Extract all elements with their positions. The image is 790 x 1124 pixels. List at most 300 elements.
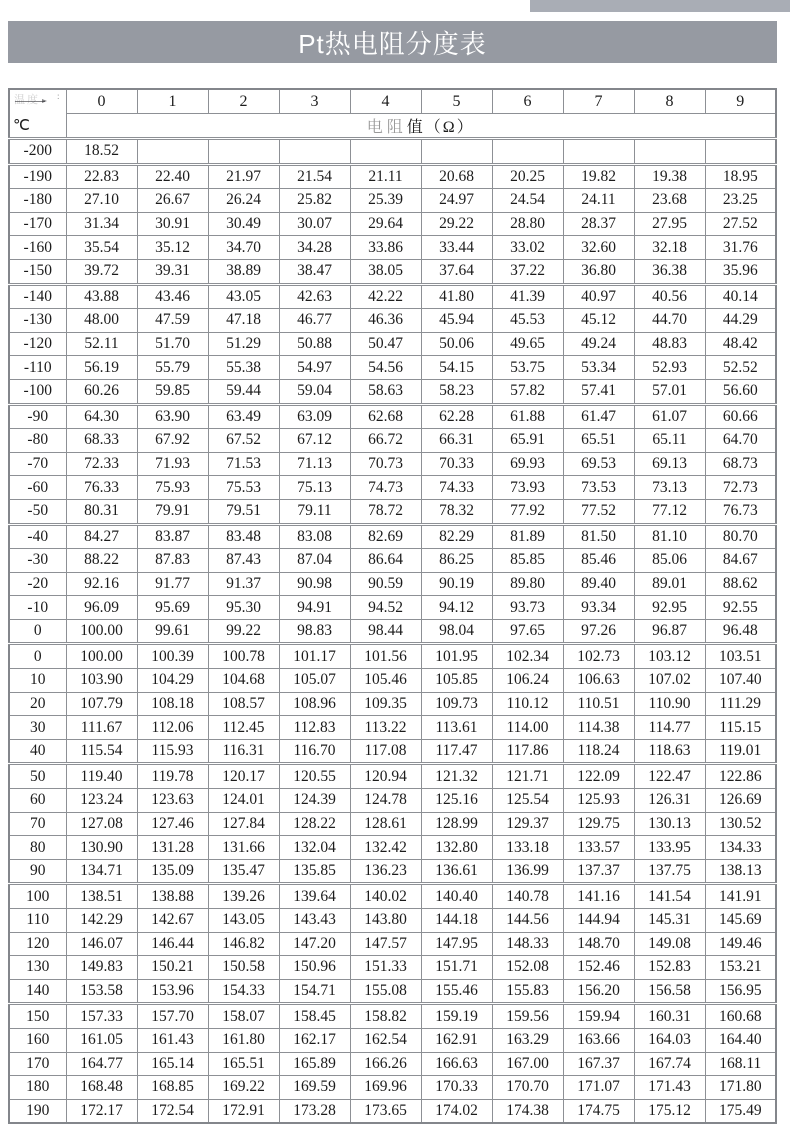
resistance-cell: 73.93 [492, 476, 563, 500]
resistance-cell: 58.23 [421, 379, 492, 404]
table-row [9, 789, 776, 813]
resistance-cell: 101.95 [421, 644, 492, 669]
resistance-cell: 136.23 [350, 859, 421, 884]
resistance-cell: 175.49 [705, 1099, 776, 1123]
resistance-cell: 161.80 [208, 1028, 279, 1052]
resistance-cell: 103.51 [705, 644, 776, 669]
resistance-cell: 21.54 [279, 164, 350, 189]
resistance-cell: 174.38 [492, 1099, 563, 1123]
temperature-cell: 170 [9, 1052, 66, 1076]
resistance-cell: 90.98 [279, 572, 350, 596]
table-row [9, 236, 776, 260]
resistance-cell: 141.16 [563, 884, 634, 909]
resistance-cell: 62.28 [421, 404, 492, 429]
resistance-cell: 109.35 [350, 692, 421, 716]
resistance-cell: 26.24 [208, 189, 279, 213]
resistance-cell: 87.04 [279, 549, 350, 573]
resistance-cell: 96.87 [634, 619, 705, 644]
resistance-cell: 63.49 [208, 404, 279, 429]
resistance-cell: 110.90 [634, 692, 705, 716]
table-row [9, 572, 776, 596]
celsius-unit-label: ℃ [13, 118, 30, 134]
page-title: Pt热电阻分度表 [298, 28, 487, 59]
resistance-cell: 29.22 [421, 212, 492, 236]
top-partial-gray-strip [530, 0, 790, 12]
resistance-cell: 132.04 [279, 836, 350, 860]
table-row [9, 979, 776, 1004]
resistance-cell: 24.11 [563, 189, 634, 213]
resistance-cell: 59.44 [208, 379, 279, 404]
resistance-cell: 75.13 [279, 476, 350, 500]
resistance-cell: 97.65 [492, 619, 563, 644]
resistance-cell: 68.73 [705, 452, 776, 476]
resistance-cell: 139.26 [208, 884, 279, 909]
table-row [9, 549, 776, 573]
resistance-cell: 119.01 [705, 739, 776, 764]
resistance-cell: 146.44 [137, 932, 208, 956]
resistance-cell: 126.69 [705, 789, 776, 813]
resistance-cell: 56.19 [66, 356, 137, 380]
resistance-cell: 81.50 [563, 524, 634, 549]
table-row [9, 1052, 776, 1076]
resistance-cell: 119.40 [66, 764, 137, 789]
resistance-cell: 127.84 [208, 812, 279, 836]
temperature-cell: -80 [9, 429, 66, 453]
resistance-cell: 38.05 [350, 259, 421, 284]
temperature-cell: 160 [9, 1028, 66, 1052]
resistance-cell: 69.13 [634, 452, 705, 476]
resistance-cell: 169.22 [208, 1076, 279, 1100]
resistance-cell [492, 139, 563, 165]
temperature-cell: 120 [9, 932, 66, 956]
resistance-cell [208, 139, 279, 165]
resistance-cell: 57.82 [492, 379, 563, 404]
resistance-cell: 94.91 [279, 596, 350, 620]
resistance-cell: 35.96 [705, 259, 776, 284]
resistance-cell: 105.85 [421, 669, 492, 693]
resistance-cell: 102.34 [492, 644, 563, 669]
resistance-table-body [9, 139, 776, 1124]
resistance-cell: 60.26 [66, 379, 137, 404]
temperature-cell: 110 [9, 909, 66, 933]
resistance-cell: 51.70 [137, 332, 208, 356]
table-row [9, 596, 776, 620]
resistance-cell: 170.33 [421, 1076, 492, 1100]
resistance-cell: 158.45 [279, 1004, 350, 1029]
resistance-cell: 71.93 [137, 452, 208, 476]
resistance-cell: 107.02 [634, 669, 705, 693]
resistance-cell: 22.40 [137, 164, 208, 189]
temperature-cell: 70 [9, 812, 66, 836]
temperature-cell: -40 [9, 524, 66, 549]
resistance-cell: 174.75 [563, 1099, 634, 1123]
resistance-cell: 163.66 [563, 1028, 634, 1052]
table-row [9, 332, 776, 356]
resistance-cell: 168.85 [137, 1076, 208, 1100]
resistance-cell: 45.53 [492, 309, 563, 333]
resistance-cell: 25.39 [350, 189, 421, 213]
resistance-cell: 121.32 [421, 764, 492, 789]
resistance-cell: 24.54 [492, 189, 563, 213]
resistance-cell: 72.73 [705, 476, 776, 500]
resistance-cell: 38.47 [279, 259, 350, 284]
resistance-cell: 162.54 [350, 1028, 421, 1052]
table-row [9, 499, 776, 524]
resistance-cell: 45.94 [421, 309, 492, 333]
resistance-cell: 149.83 [66, 956, 137, 980]
resistance-cell: 133.95 [634, 836, 705, 860]
resistance-cell: 154.71 [279, 979, 350, 1004]
temperature-cell: 0 [9, 619, 66, 644]
resistance-cell: 175.12 [634, 1099, 705, 1123]
resistance-cell: 138.51 [66, 884, 137, 909]
resistance-cell: 172.17 [66, 1099, 137, 1123]
resistance-cell: 39.72 [66, 259, 137, 284]
resistance-cell: 148.70 [563, 932, 634, 956]
resistance-cell: 121.71 [492, 764, 563, 789]
resistance-cell: 80.70 [705, 524, 776, 549]
resistance-cell: 108.96 [279, 692, 350, 716]
resistance-cell: 160.31 [634, 1004, 705, 1029]
temperature-cell: 180 [9, 1076, 66, 1100]
temperature-cell: -100 [9, 379, 66, 404]
column-header-cell: 7 [563, 89, 634, 114]
resistance-cell: 37.64 [421, 259, 492, 284]
resistance-cell: 53.34 [563, 356, 634, 380]
value-header-row [9, 114, 776, 139]
resistance-cell: 169.96 [350, 1076, 421, 1100]
resistance-cell: 133.57 [563, 836, 634, 860]
resistance-cell: 22.83 [66, 164, 137, 189]
resistance-cell: 86.25 [421, 549, 492, 573]
resistance-cell: 119.78 [137, 764, 208, 789]
resistance-cell: 157.33 [66, 1004, 137, 1029]
resistance-cell: 89.40 [563, 572, 634, 596]
resistance-cell: 95.69 [137, 596, 208, 620]
resistance-cell: 145.69 [705, 909, 776, 933]
resistance-cell: 107.79 [66, 692, 137, 716]
table-row [9, 739, 776, 764]
resistance-cell: 169.59 [279, 1076, 350, 1100]
table-row [9, 259, 776, 284]
resistance-cell: 124.39 [279, 789, 350, 813]
resistance-cell: 140.40 [421, 884, 492, 909]
resistance-cell [421, 139, 492, 165]
resistance-cell: 26.67 [137, 189, 208, 213]
resistance-cell: 113.22 [350, 716, 421, 740]
resistance-cell: 80.31 [66, 499, 137, 524]
table-row [9, 379, 776, 404]
resistance-cell: 33.44 [421, 236, 492, 260]
resistance-cell: 32.18 [634, 236, 705, 260]
table-row [9, 836, 776, 860]
resistance-cell: 57.01 [634, 379, 705, 404]
resistance-cell: 89.01 [634, 572, 705, 596]
resistance-cell: 87.83 [137, 549, 208, 573]
resistance-cell: 92.16 [66, 572, 137, 596]
resistance-cell: 47.59 [137, 309, 208, 333]
resistance-cell: 106.24 [492, 669, 563, 693]
resistance-cell: 21.97 [208, 164, 279, 189]
resistance-cell: 42.22 [350, 284, 421, 309]
resistance-cell: 135.09 [137, 859, 208, 884]
resistance-cell: 74.73 [350, 476, 421, 500]
resistance-cell: 171.43 [634, 1076, 705, 1100]
resistance-cell: 69.53 [563, 452, 634, 476]
resistance-cell: 150.21 [137, 956, 208, 980]
resistance-cell: 158.82 [350, 1004, 421, 1029]
resistance-cell: 171.07 [563, 1076, 634, 1100]
resistance-cell: 50.06 [421, 332, 492, 356]
resistance-cell: 98.44 [350, 619, 421, 644]
resistance-cell: 130.90 [66, 836, 137, 860]
resistance-cell: 60.66 [705, 404, 776, 429]
resistance-cell: 19.38 [634, 164, 705, 189]
resistance-cell: 147.20 [279, 932, 350, 956]
resistance-cell: 162.91 [421, 1028, 492, 1052]
resistance-cell [634, 139, 705, 165]
resistance-cell: 71.53 [208, 452, 279, 476]
resistance-cell: 98.04 [421, 619, 492, 644]
resistance-cell: 77.12 [634, 499, 705, 524]
resistance-cell: 78.72 [350, 499, 421, 524]
table-row [9, 669, 776, 693]
resistance-cell: 36.38 [634, 259, 705, 284]
resistance-cell: 151.33 [350, 956, 421, 980]
resistance-cell: 125.54 [492, 789, 563, 813]
column-header-cell: 8 [634, 89, 705, 114]
resistance-cell: 78.32 [421, 499, 492, 524]
resistance-cell: 65.91 [492, 429, 563, 453]
resistance-cell: 153.21 [705, 956, 776, 980]
resistance-cell: 67.12 [279, 429, 350, 453]
resistance-cell: 46.36 [350, 309, 421, 333]
resistance-cell: 141.54 [634, 884, 705, 909]
resistance-cell: 40.14 [705, 284, 776, 309]
resistance-cell [350, 139, 421, 165]
resistance-cell: 156.95 [705, 979, 776, 1004]
table-row [9, 644, 776, 669]
resistance-cell: 31.34 [66, 212, 137, 236]
resistance-cell: 19.82 [563, 164, 634, 189]
resistance-cell: 118.24 [563, 739, 634, 764]
resistance-cell: 93.73 [492, 596, 563, 620]
resistance-cell: 99.22 [208, 619, 279, 644]
resistance-cell: 82.29 [421, 524, 492, 549]
temperature-cell: 10 [9, 669, 66, 693]
resistance-cell: 95.30 [208, 596, 279, 620]
resistance-cell: 23.68 [634, 189, 705, 213]
resistance-cell: 135.85 [279, 859, 350, 884]
resistance-cell: 171.80 [705, 1076, 776, 1100]
resistance-cell: 79.51 [208, 499, 279, 524]
resistance-cell: 61.47 [563, 404, 634, 429]
resistance-cell: 81.89 [492, 524, 563, 549]
temperature-cell: 80 [9, 836, 66, 860]
resistance-cell [705, 139, 776, 165]
resistance-cell: 128.22 [279, 812, 350, 836]
resistance-cell: 50.88 [279, 332, 350, 356]
temperature-cell: 90 [9, 859, 66, 884]
resistance-cell: 166.26 [350, 1052, 421, 1076]
resistance-cell: 39.31 [137, 259, 208, 284]
resistance-cell: 125.93 [563, 789, 634, 813]
resistance-cell: 153.58 [66, 979, 137, 1004]
resistance-cell: 100.39 [137, 644, 208, 669]
resistance-cell: 98.83 [279, 619, 350, 644]
resistance-cell: 155.08 [350, 979, 421, 1004]
resistance-cell: 125.16 [421, 789, 492, 813]
resistance-cell [137, 139, 208, 165]
resistance-cell: 172.91 [208, 1099, 279, 1123]
resistance-cell: 102.73 [563, 644, 634, 669]
resistance-cell: 75.53 [208, 476, 279, 500]
table-row [9, 1076, 776, 1100]
table-row [9, 309, 776, 333]
resistance-cell: 127.08 [66, 812, 137, 836]
column-header-cell: 1 [137, 89, 208, 114]
resistance-cell: 100.78 [208, 644, 279, 669]
table-row [9, 1028, 776, 1052]
resistance-cell: 97.26 [563, 619, 634, 644]
resistance-cell: 129.75 [563, 812, 634, 836]
table-row [9, 189, 776, 213]
resistance-cell: 170.70 [492, 1076, 563, 1100]
resistance-cell: 30.49 [208, 212, 279, 236]
resistance-cell: 150.96 [279, 956, 350, 980]
tick-mark: : [56, 91, 60, 101]
value-header-faded-part: 电阻 [366, 119, 407, 136]
resistance-cell: 136.61 [421, 859, 492, 884]
resistance-cell: 113.61 [421, 716, 492, 740]
resistance-cell: 85.06 [634, 549, 705, 573]
resistance-cell: 40.56 [634, 284, 705, 309]
resistance-cell: 110.51 [563, 692, 634, 716]
resistance-cell: 55.38 [208, 356, 279, 380]
resistance-cell: 131.28 [137, 836, 208, 860]
table-row [9, 284, 776, 309]
resistance-cell: 115.93 [137, 739, 208, 764]
resistance-cell: 131.66 [208, 836, 279, 860]
resistance-cell: 120.17 [208, 764, 279, 789]
resistance-cell: 96.09 [66, 596, 137, 620]
temperature-cell: -150 [9, 259, 66, 284]
temperature-cell: 140 [9, 979, 66, 1004]
resistance-cell: 117.47 [421, 739, 492, 764]
resistance-cell: 164.03 [634, 1028, 705, 1052]
resistance-cell: 43.05 [208, 284, 279, 309]
column-header-cell: 9 [705, 89, 776, 114]
resistance-cell: 138.13 [705, 859, 776, 884]
resistance-cell: 88.22 [66, 549, 137, 573]
resistance-cell: 66.31 [421, 429, 492, 453]
column-header-cell: 2 [208, 89, 279, 114]
resistance-cell: 103.12 [634, 644, 705, 669]
resistance-cell: 82.69 [350, 524, 421, 549]
resistance-cell: 54.56 [350, 356, 421, 380]
temperature-cell: -30 [9, 549, 66, 573]
resistance-cell: 45.12 [563, 309, 634, 333]
resistance-cell: 90.59 [350, 572, 421, 596]
resistance-cell: 155.46 [421, 979, 492, 1004]
resistance-cell: 79.91 [137, 499, 208, 524]
resistance-cell: 66.72 [350, 429, 421, 453]
resistance-cell: 93.34 [563, 596, 634, 620]
temperature-cell: 130 [9, 956, 66, 980]
resistance-cell: 147.95 [421, 932, 492, 956]
resistance-cell: 69.93 [492, 452, 563, 476]
table-row [9, 619, 776, 644]
temperature-cell: -200 [9, 139, 66, 165]
resistance-cell: 70.73 [350, 452, 421, 476]
resistance-cell: 61.88 [492, 404, 563, 429]
resistance-cell: 53.75 [492, 356, 563, 380]
resistance-cell: 24.97 [421, 189, 492, 213]
resistance-cell: 137.37 [563, 859, 634, 884]
resistance-cell: 140.78 [492, 884, 563, 909]
resistance-cell: 117.86 [492, 739, 563, 764]
resistance-cell: 143.43 [279, 909, 350, 933]
resistance-cell: 172.54 [137, 1099, 208, 1123]
resistance-cell: 130.13 [634, 812, 705, 836]
resistance-cell: 44.29 [705, 309, 776, 333]
resistance-cell: 86.64 [350, 549, 421, 573]
resistance-cell: 112.83 [279, 716, 350, 740]
resistance-cell: 65.11 [634, 429, 705, 453]
temperature-cell: 60 [9, 789, 66, 813]
resistance-cell: 21.11 [350, 164, 421, 189]
value-header-cell [66, 114, 776, 139]
resistance-cell: 38.89 [208, 259, 279, 284]
resistance-cell: 20.68 [421, 164, 492, 189]
resistance-cell: 149.46 [705, 932, 776, 956]
table-row [9, 1004, 776, 1029]
resistance-cell: 63.90 [137, 404, 208, 429]
temperature-cell: 100 [9, 884, 66, 909]
resistance-cell: 114.00 [492, 716, 563, 740]
resistance-cell: 44.70 [634, 309, 705, 333]
resistance-cell: 90.19 [421, 572, 492, 596]
resistance-cell: 112.45 [208, 716, 279, 740]
table-row [9, 884, 776, 909]
resistance-cell: 167.74 [634, 1052, 705, 1076]
resistance-cell: 88.62 [705, 572, 776, 596]
resistance-cell: 85.46 [563, 549, 634, 573]
resistance-cell: 124.78 [350, 789, 421, 813]
resistance-cell: 28.37 [563, 212, 634, 236]
resistance-cell: 143.80 [350, 909, 421, 933]
resistance-cell: 157.70 [137, 1004, 208, 1029]
resistance-cell: 104.29 [137, 669, 208, 693]
resistance-cell: 59.85 [137, 379, 208, 404]
resistance-cell: 64.70 [705, 429, 776, 453]
resistance-cell: 35.54 [66, 236, 137, 260]
resistance-cell: 83.48 [208, 524, 279, 549]
resistance-cell: 115.54 [66, 739, 137, 764]
temperature-cell: -20 [9, 572, 66, 596]
temperature-cell: -70 [9, 452, 66, 476]
resistance-cell: 168.48 [66, 1076, 137, 1100]
resistance-cell: 144.94 [563, 909, 634, 933]
strike-mark [15, 101, 45, 102]
resistance-cell: 46.77 [279, 309, 350, 333]
temperature-cell: 0 [9, 644, 66, 669]
resistance-cell: 52.11 [66, 332, 137, 356]
resistance-cell: 122.09 [563, 764, 634, 789]
resistance-cell: 76.73 [705, 499, 776, 524]
resistance-cell: 50.47 [350, 332, 421, 356]
resistance-cell: 133.18 [492, 836, 563, 860]
